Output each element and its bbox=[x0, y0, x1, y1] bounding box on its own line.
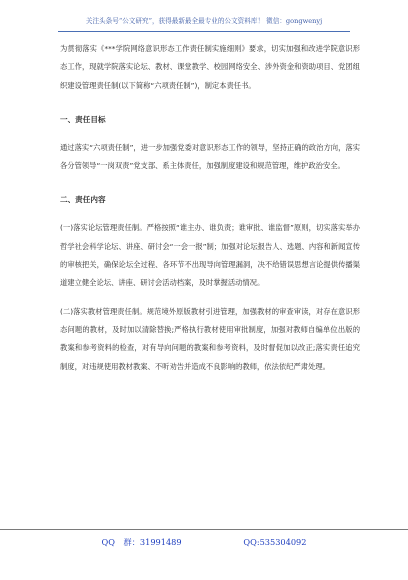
footer-separator bbox=[187, 537, 239, 547]
header-banner-text: 关注头条号“公文研究”，获得最新最全最专业的公文资料库！ 微信：gongwenyj bbox=[85, 17, 323, 25]
spacer bbox=[60, 129, 360, 139]
spacer bbox=[60, 209, 360, 219]
goals-paragraph: 通过落实“六项责任制”，进一步加强党委对意识形态工作的领导，坚持正确的政治方向，落实各分管领导“一岗双责”党支部、系主体责任，加强制度建设和规范管理，维护政治安全。 bbox=[60, 142, 360, 171]
header-banner bbox=[58, 8, 350, 32]
spacer bbox=[60, 293, 360, 303]
footer-bar bbox=[0, 529, 408, 549]
content-item-forum: (一)落实论坛管理责任制。严格按照“谁主办、谁负责；谁审批、谁监督”原则，切实落实举办哲学社会科学论坛、讲座、研讨会“一会一报”制；加强对论坛报告人、选题、内容和新闻宣传的审核把关，确保论坛全过程、各环节不出现导向管理漏洞，决不给错误思想言论提供传播渠道建立健全论坛、讲座、研讨会活动档案，及时掌握活动情况。 bbox=[60, 223, 360, 288]
footer-qq-group: QQ 群：31991489 bbox=[101, 537, 182, 547]
section-heading-goals: 一、责任目标 bbox=[60, 114, 106, 124]
document-body bbox=[60, 40, 360, 376]
footer-qq: QQ:535304092 bbox=[243, 537, 307, 547]
section-heading-content: 二、责任内容 bbox=[60, 195, 106, 205]
content-item-textbook: (二)落实教材管理责任制。规范境外原版教材引进管理，加强教材的审查审读，对存在意识形态问题的教材，及时加以清除替换;严格执行教材使用审批制度，加强对教师自编单位出版的教案和参考资料的检查，对有导向问题的教案和参考资料，及时督促加以改正;落实责任追究制度，对违规使用教材教案、不听劝告并造成不良影响的教师，依法依纪严肃处理。 bbox=[60, 306, 360, 371]
intro-paragraph: 为贯彻落实《***学院网络意识形态工作责任制实施细则》要求，切实加强和改进学院意识形态工作，现就学院落实论坛、教材、课堂教学、校园网络安全、涉外资金和资助项目、党团组织建设管理责任制(以下简称“六项责任制”)，制定本责任书。 bbox=[60, 44, 360, 90]
spacer bbox=[60, 175, 360, 191]
spacer bbox=[60, 95, 360, 111]
